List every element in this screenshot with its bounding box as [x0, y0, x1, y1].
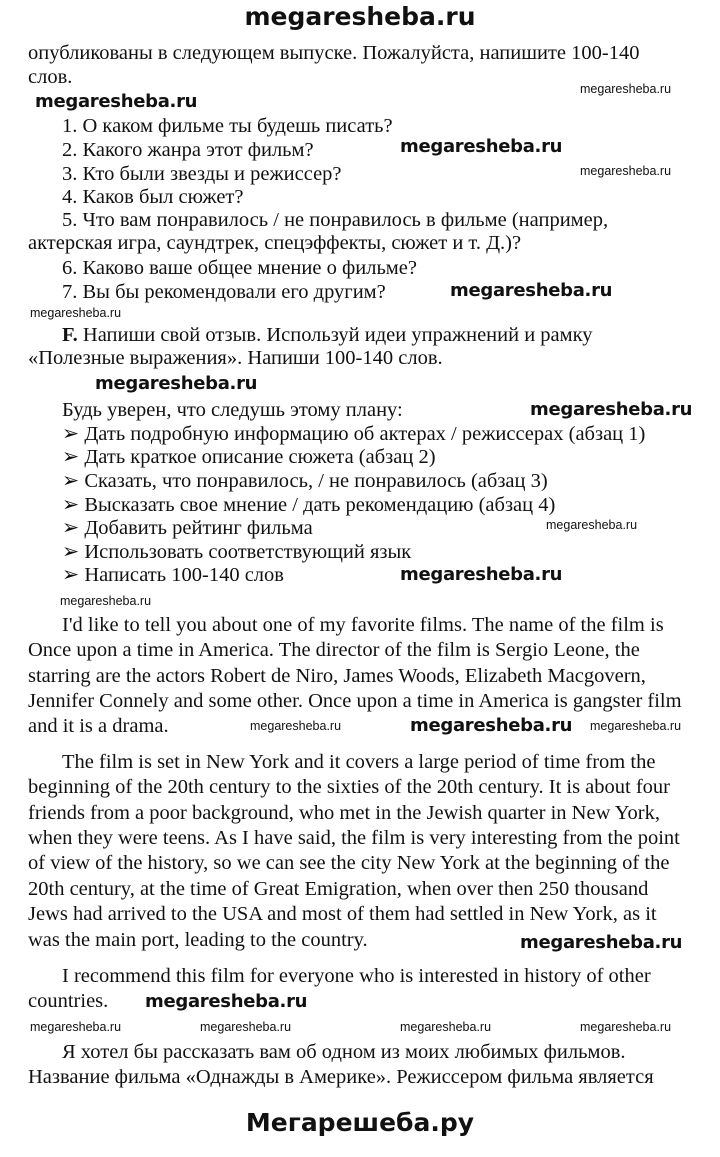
plan-item	[62, 516, 313, 540]
arrow-bullet-icon: ➢	[62, 494, 80, 516]
plan-item-text: Дать краткое описание сюжета (абзац 2)	[84, 446, 436, 468]
intro-line: слов.	[28, 66, 73, 88]
essay-line: of view of the history, so we can see the city New York at the beginning of the	[28, 852, 670, 874]
plan-item	[62, 493, 555, 517]
essay-line: 20th century, at the time of Great Emigration, when over then 250 thousand	[28, 878, 649, 900]
intro-line: опубликованы в следующем выпуске. Пожалуйста, напишите 100-140	[28, 42, 640, 64]
plan-item-text: Использовать соответствующий язык	[84, 541, 412, 563]
arrow-bullet-icon: ➢	[62, 423, 80, 445]
site-footer[interactable]: Мегарешеба.ру	[245, 1108, 475, 1137]
essay-line: and it is a drama.	[28, 715, 169, 737]
task-f-line	[62, 323, 593, 347]
watermark: megaresheba.ru	[410, 715, 573, 736]
question: 5. Что вам понравилось / не понравилось в фильме (например,	[62, 209, 609, 231]
essay-line: was the main port, leading to the country.	[28, 929, 368, 951]
question: 3. Кто были звезды и режиссер?	[62, 163, 342, 185]
watermark: megaresheba.ru	[400, 1020, 492, 1034]
watermark: megaresheba.ru	[250, 719, 342, 733]
question: 7. Вы бы рекомендовали его другим?	[62, 281, 386, 303]
watermark: megaresheba.ru	[520, 932, 683, 953]
watermark: megaresheba.ru	[30, 1020, 122, 1034]
watermark: megaresheba.ru	[400, 136, 563, 157]
watermark: megaresheba.ru	[580, 164, 672, 178]
essay-line: beginning of the 20th century to the sixties of the 20th century. It is about four	[28, 776, 671, 798]
plan-item-text: Сказать, что понравилось, / не понравилось (абзац 3)	[84, 470, 548, 492]
watermark: megaresheba.ru	[580, 82, 672, 96]
watermark: megaresheba.ru	[30, 306, 122, 320]
plan-item	[62, 540, 411, 564]
watermark: megaresheba.ru	[530, 399, 693, 420]
essay-line: Jennifer Connely and some other. Once upon a time in America is gangster film	[28, 690, 682, 712]
plan-item	[62, 422, 645, 446]
watermark: megaresheba.ru	[60, 594, 152, 608]
watermark: megaresheba.ru	[590, 719, 682, 733]
essay-line: friends from a poor background, who met in the Jewish quarter in New York,	[28, 802, 660, 824]
watermark: megaresheba.ru	[580, 1020, 672, 1034]
question: 6. Каково ваше общее мнение о фильме?	[62, 257, 417, 279]
essay-line: when they were teens. As I have said, the film is very interesting from the point	[28, 827, 680, 849]
essay-line: I recommend this film for everyone who is interested in history of other	[62, 965, 651, 987]
question: 4. Каков был сюжет?	[62, 186, 244, 208]
plan-item-text: Высказать свое мнение / дать рекомендацию (абзац 4)	[84, 494, 556, 516]
arrow-bullet-icon: ➢	[62, 541, 80, 563]
task-f-line: «Полезные выражения». Напиши 100-140 слов.	[28, 347, 443, 369]
plan-item-text: Написать 100-140 слов	[84, 564, 284, 586]
translation-line: Я хотел бы рассказать вам об одном из моих любимых фильмов.	[62, 1041, 626, 1063]
question: 2. Какого жанра этот фильм?	[62, 139, 314, 161]
plan-item-text: Добавить рейтинг фильма	[84, 517, 313, 539]
question: 1. О каком фильме ты будешь писать?	[62, 115, 393, 137]
essay-line: Once upon a time in America. The director of the film is Sergio Leone, the	[28, 639, 640, 661]
arrow-bullet-icon: ➢	[62, 446, 80, 468]
arrow-bullet-icon: ➢	[62, 564, 80, 586]
watermark: megaresheba.ru	[95, 373, 258, 394]
essay-line: countries.	[28, 990, 109, 1012]
task-f-text: Напиши свой отзыв. Используй идеи упражнений и рамку	[82, 324, 593, 346]
plan-item-text: Дать подробную информацию об актерах / режиссерах (абзац 1)	[84, 423, 646, 445]
plan-item	[62, 563, 284, 587]
essay-line: Jews had arrived to the USA and most of them had settled in New York, as it	[28, 903, 657, 925]
watermark: megaresheba.ru	[546, 518, 638, 532]
site-header[interactable]: megaresheba.ru	[244, 2, 476, 31]
watermark: megaresheba.ru	[450, 280, 613, 301]
arrow-bullet-icon: ➢	[62, 517, 80, 539]
plan-item	[62, 445, 436, 469]
watermark: megaresheba.ru	[200, 1020, 292, 1034]
plan-item	[62, 469, 548, 493]
plan-intro: Будь уверен, что следушь этому плану:	[62, 399, 403, 421]
translation-line: Название фильма «Однажды в Америке». Режиссером фильма является	[28, 1066, 654, 1088]
task-f-label: F.	[62, 324, 78, 346]
essay-line: The film is set in New York and it covers a large period of time from the	[62, 751, 656, 773]
question: актерская игра, саундтрек, спецэффекты, сюжет и т. Д.)?	[28, 232, 522, 254]
essay-line: I'd like to tell you about one of my favorite films. The name of the film is	[62, 614, 664, 636]
essay-line: starring are the actors Robert de Niro, James Woods, Elizabeth Macgovern,	[28, 665, 646, 687]
arrow-bullet-icon: ➢	[62, 470, 80, 492]
watermark: megaresheba.ru	[35, 91, 198, 112]
watermark: megaresheba.ru	[145, 991, 308, 1012]
watermark: megaresheba.ru	[400, 564, 563, 585]
